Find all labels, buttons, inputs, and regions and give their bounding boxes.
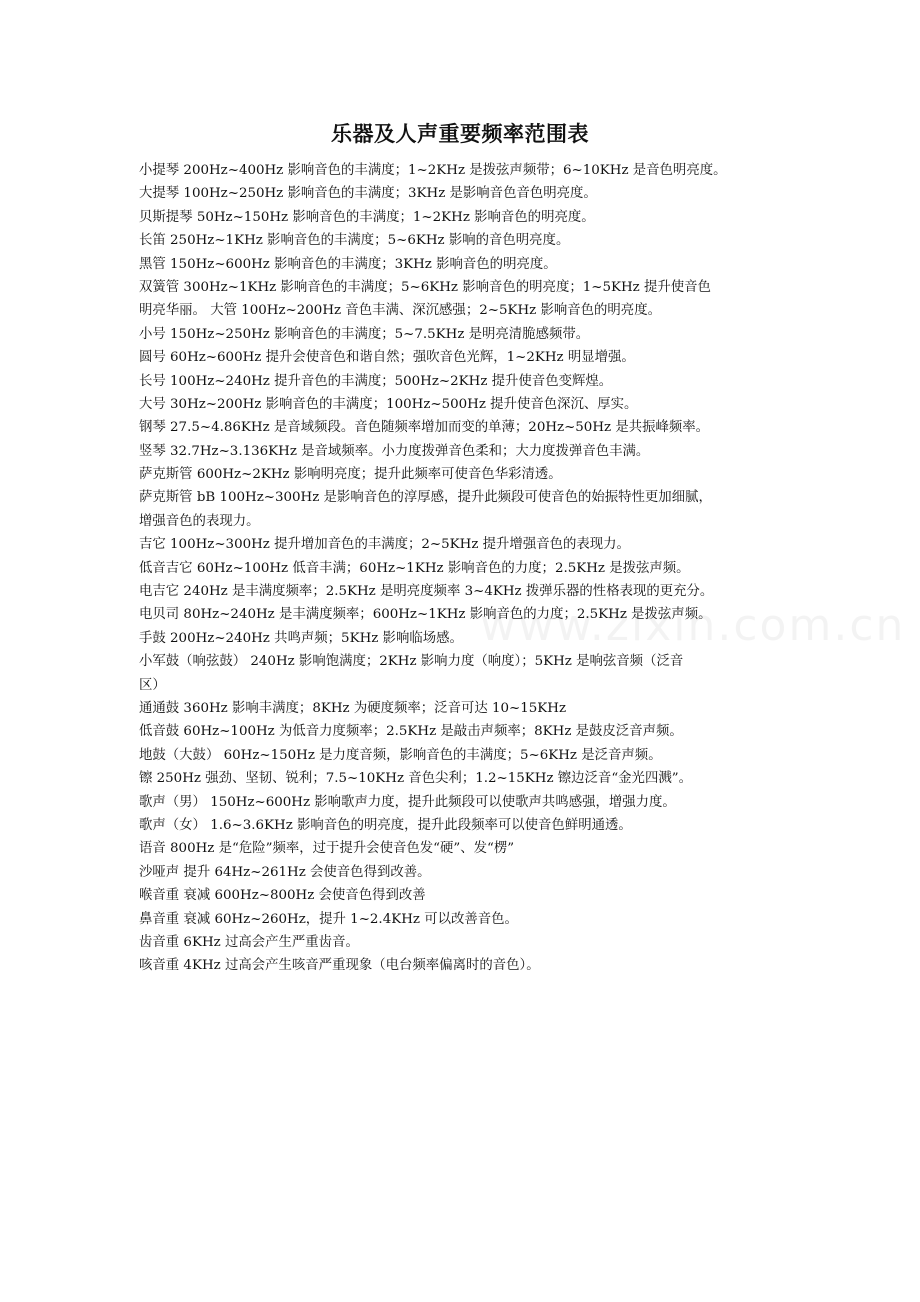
text-line: 歌声（女） 1.6~3.6KHz 影响音色的明亮度，提升此段频率可以使音色鲜明通透。: [139, 817, 632, 833]
text-line: 手鼓 200Hz~240Hz 共鸣声频；5KHz 影响临场感。: [139, 630, 463, 646]
text-line: 地鼓（大鼓） 60Hz~150Hz 是力度音频，影响音色的丰满度；5~6KHz 是泛音声频。: [139, 747, 662, 763]
text-line: 电吉它 240Hz 是丰满度频率；2.5KHz 是明亮度频率 3~4KHz 拨弹乐器的性格表现的更充分。: [139, 584, 714, 600]
text-line: 鼻音重 衰减 60Hz~260Hz，提升 1~2.4KHz 可以改善音色。: [139, 911, 518, 927]
text-line: 沙哑声 提升 64Hz~261Hz 会使音色得到改善。: [139, 864, 431, 880]
text-line: 低音吉它 60Hz~100Hz 低音丰满；60Hz~1KHz 影响音色的力度；2.5KHz 是拨弦声频。: [139, 560, 690, 576]
text-line: 萨克斯管 bB 100Hz~300Hz 是影响音色的淳厚感，提升此频段可使音色的始振特性更加细腻，: [139, 490, 712, 506]
text-line: 黑管 150Hz~600Hz 影响音色的丰满度；3KHz 影响音色的明亮度。: [139, 256, 557, 272]
text-line: 区）: [139, 677, 166, 693]
text-line: 镲 250Hz 强劲、坚韧、锐利；7.5~10KHz 音色尖利；1.2~15KHz 镲边泛音“金光四溅”。: [139, 771, 692, 787]
text-line: 萨克斯管 600Hz~2KHz 影响明亮度；提升此频率可使音色华彩清透。: [139, 467, 562, 483]
text-line: 通通鼓 360Hz 影响丰满度；8KHz 为硬度频率；泛音可达 10~15KHz: [139, 700, 567, 716]
text-line: 贝斯提琴 50Hz~150Hz 影响音色的丰满度；1~2KHz 影响音色的明亮度。: [139, 209, 595, 225]
text-line: 语音 800Hz 是“危险”频率，过于提升会使音色发“硬”、发“楞”: [139, 841, 515, 857]
text-line: 小军鼓（响弦鼓） 240Hz 影响饱满度；2KHz 影响力度（响度）；5KHz 是响弦音频（泛音: [139, 654, 684, 670]
text-line: 吉它 100Hz~300Hz 提升增加音色的丰满度；2~5KHz 提升增强音色的表现力。: [139, 537, 630, 553]
text-line: 电贝司 80Hz~240Hz 是丰满度频率；600Hz~1KHz 影响音色的力度；2.5KHz 是拨弦声频。: [139, 607, 712, 623]
text-line: 歌声（男） 150Hz~600Hz 影响歌声力度，提升此频段可以使歌声共鸣感强，增强力度。: [139, 794, 676, 810]
text-line: 齿音重 6KHz 过高会产生严重齿音。: [139, 934, 359, 950]
text-line: 双簧管 300Hz~1KHz 影响音色的丰满度；5~6KHz 影响音色的明亮度；1~5KHz 提升使音色: [139, 279, 711, 295]
text-line: 小提琴 200Hz~400Hz 影响音色的丰满度；1~2KHz 是拨弦声频带；6~10KHz 是音色明亮度。: [139, 163, 727, 178]
text-line: 咳音重 4KHz 过高会产生咳音严重现象（电台频率偏离时的音色）。: [139, 958, 540, 974]
text-line: 圆号 60Hz~600Hz 提升会使音色和谐自然；强吹音色光辉，1~2KHz 明显增强。: [139, 350, 635, 366]
text-line: 大号 30Hz~200Hz 影响音色的丰满度；100Hz~500Hz 提升使音色深沉、厚实。: [139, 396, 638, 412]
text-line: 低音鼓 60Hz~100Hz 为低音力度频率；2.5KHz 是敲击声频率；8KHz 是鼓皮泛音声频。: [139, 724, 683, 740]
text-line: 喉音重 衰减 600Hz~800Hz 会使音色得到改善: [139, 888, 426, 904]
text-line: 长笛 250Hz~1KHz 影响音色的丰满度；5~6KHz 影响的音色明亮度。: [139, 233, 570, 249]
document-title: 乐器及人声重要频率范围表: [331, 122, 589, 146]
text-line: 明亮华丽。 大管 100Hz~200Hz 音色丰满、深沉感强；2~5KHz 影响音色的明亮度。: [139, 303, 661, 319]
text-line: 小号 150Hz~250Hz 影响音色的丰满度；5~7.5KHz 是明亮清脆感频带。: [139, 326, 590, 342]
text-line: 大提琴 100Hz~250Hz 影响音色的丰满度；3KHz 是影响音色音色明亮度。: [139, 186, 597, 202]
text-line: 竖琴 32.7Hz~3.136KHz 是音域频率。小力度拨弹音色柔和；大力度拨弹音色丰满。: [139, 443, 650, 459]
text-line: 钢琴 27.5~4.86KHz 是音域频段。音色随频率增加而变的单薄；20Hz~50Hz 是共振峰频率。: [139, 420, 710, 436]
text-line: 增强音色的表现力。: [139, 513, 260, 529]
document-body: [139, 159, 791, 978]
text-line: 长号 100Hz~240Hz 提升音色的丰满度；500Hz~2KHz 提升使音色变辉煌。: [139, 373, 613, 389]
